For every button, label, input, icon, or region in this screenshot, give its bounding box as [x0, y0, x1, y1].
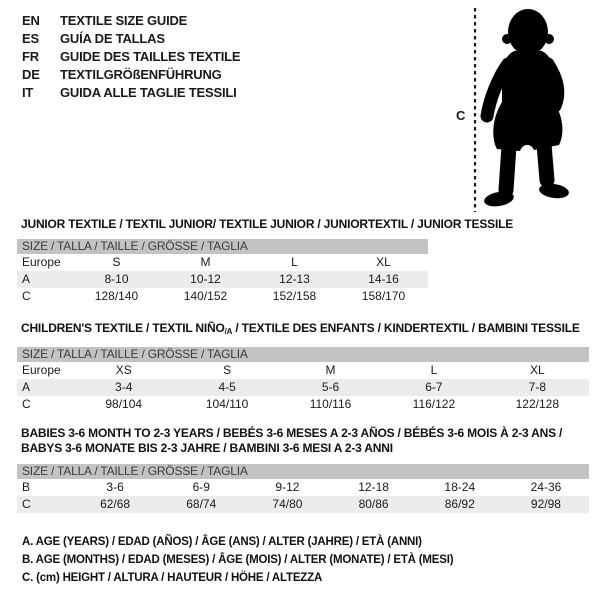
size-cell: S: [112, 255, 121, 269]
size-cell: 18-24: [444, 480, 476, 494]
size-cell: XL: [376, 255, 391, 269]
language-row-es: [22, 30, 240, 48]
size-cell: S: [223, 363, 232, 377]
size-cell: 68/74: [186, 497, 217, 511]
size-cell: 14-16: [368, 272, 399, 286]
size-cell: 9-12: [275, 480, 300, 494]
size-cell: 24-36: [530, 480, 562, 494]
size-cell: 7-8: [528, 380, 546, 394]
size-cell: 128/140: [94, 289, 139, 303]
footnote-c: C. (cm) HEIGHT / ALTURA / HAUTEUR / HÖHE / ALTEZZA: [22, 572, 323, 584]
size-cell: 12-13: [279, 272, 310, 286]
language-code: EN: [22, 13, 40, 28]
table-row: [17, 254, 428, 271]
babies-textile-section: [17, 426, 589, 513]
title-subscript: /A: [224, 327, 233, 336]
size-cell: 3-6: [106, 480, 124, 494]
table-row: [17, 379, 589, 396]
table-row: [17, 479, 589, 496]
table-row: [17, 271, 428, 288]
language-label: TEXTILE SIZE GUIDE: [60, 13, 188, 28]
row-label: Europe: [22, 255, 61, 269]
size-cell: 140/152: [183, 289, 228, 303]
size-header-bar: SIZE / TALLA / TAILLE / GRÖSSE / TAGLIA: [17, 347, 589, 362]
section-title: JUNIOR TEXTILE / TEXTIL JUNIOR/ TEXTILE JUNIOR / JUNIORTEXTIL / JUNIOR TESSILE: [21, 217, 514, 231]
title-text: / TEXTILE DES ENFANTS / KINDERTEXTIL / BAMBINI TESSILE: [232, 321, 580, 335]
table-row: [17, 288, 428, 305]
size-cell: 6-7: [425, 380, 443, 394]
size-cell: 110/116: [309, 397, 352, 411]
language-code: IT: [22, 85, 34, 100]
junior-textile-section: [17, 217, 514, 305]
language-code: FR: [22, 49, 39, 64]
size-cell: XS: [115, 363, 132, 377]
size-header-bar: SIZE / TALLA / TAILLE / GRÖSSE / TAGLIA: [17, 464, 589, 479]
size-cell: 3-4: [115, 380, 133, 394]
size-cell: 4-5: [218, 380, 236, 394]
size-cell: 6-9: [192, 480, 210, 494]
language-row-it: [22, 84, 240, 102]
language-label: GUIDE DES TAILLES TEXTILE: [60, 49, 241, 64]
language-row-en: [22, 12, 240, 30]
row-label: A: [22, 380, 31, 394]
row-label: Europe: [22, 363, 61, 377]
row-label: A: [22, 272, 31, 286]
row-label: B: [22, 480, 31, 494]
childrens-textile-section: [17, 321, 589, 413]
size-cell: 104/110: [205, 397, 249, 411]
table-row: [17, 496, 589, 513]
footnote-a: A. AGE (YEARS) / EDAD (AÑOS) / ÂGE (ANS) / ALTER (JAHRE) / ETÀ (ANNI): [22, 536, 422, 548]
row-label: C: [22, 289, 31, 303]
baby-silhouette: [483, 9, 570, 208]
size-cell: 98/104: [105, 397, 143, 411]
size-cell: 74/80: [272, 497, 303, 511]
size-cell: XL: [529, 363, 545, 377]
section-title: [17, 426, 589, 456]
size-cell: 122/128: [515, 397, 560, 411]
size-cell: 92/98: [530, 497, 561, 511]
row-label: C: [22, 397, 31, 411]
language-code: ES: [22, 31, 39, 46]
size-cell: 158/170: [361, 289, 406, 303]
size-cell: 116/122: [412, 397, 456, 411]
language-list: [22, 12, 240, 102]
size-header-bar: SIZE / TALLA / TAILLE / GRÖSSE / TAGLIA: [17, 239, 428, 254]
language-row-fr: [22, 48, 240, 66]
title-text: CHILDREN'S TEXTILE / TEXTIL NIÑO: [21, 321, 225, 335]
language-code: DE: [22, 67, 40, 82]
language-label: GUÍA DE TALLAS: [60, 31, 165, 46]
size-cell: M: [325, 363, 336, 377]
footnote-b: B. AGE (MONTHS) / EDAD (MESES) / ÂGE (MOIS) / ALTER (MONATE) / ETÀ (MESI): [22, 554, 454, 566]
language-label: GUIDA ALLE TAGLIE TESSILI: [60, 85, 237, 100]
size-cell: 8-10: [104, 272, 129, 286]
size-cell: 10-12: [190, 272, 221, 286]
size-cell: 5-6: [321, 380, 340, 394]
language-row-de: [22, 66, 240, 84]
size-cell: 86/92: [444, 497, 475, 511]
size-cell: L: [430, 363, 438, 377]
section-title: [17, 321, 589, 339]
title-line-2: BABYS 3-6 MONATE BIS 2-3 JAHRE / BAMBINI 3-6 MESI A 2-3 ANNI: [21, 441, 393, 455]
table-row: [17, 362, 589, 379]
size-cell: 80/86: [358, 497, 389, 511]
height-label: C: [456, 108, 466, 123]
footnotes: [17, 533, 453, 587]
baby-figure: [440, 0, 600, 220]
table-row: [17, 396, 589, 413]
title-line-1: BABIES 3-6 MONTH TO 2-3 YEARS / BEBÉS 3-6 MESES A 2-3 AÑOS / BÉBÉS 3-6 MOIS À 2-3 ANS /: [21, 426, 563, 440]
size-cell: L: [291, 255, 298, 269]
row-label: C: [22, 497, 31, 511]
size-cell: 152/158: [272, 289, 317, 303]
size-cell: 12-18: [358, 480, 389, 494]
size-cell: M: [200, 255, 211, 269]
size-cell: 62/68: [100, 497, 131, 511]
language-label: TEXTILGRÖßENFÜHRUNG: [60, 67, 222, 82]
